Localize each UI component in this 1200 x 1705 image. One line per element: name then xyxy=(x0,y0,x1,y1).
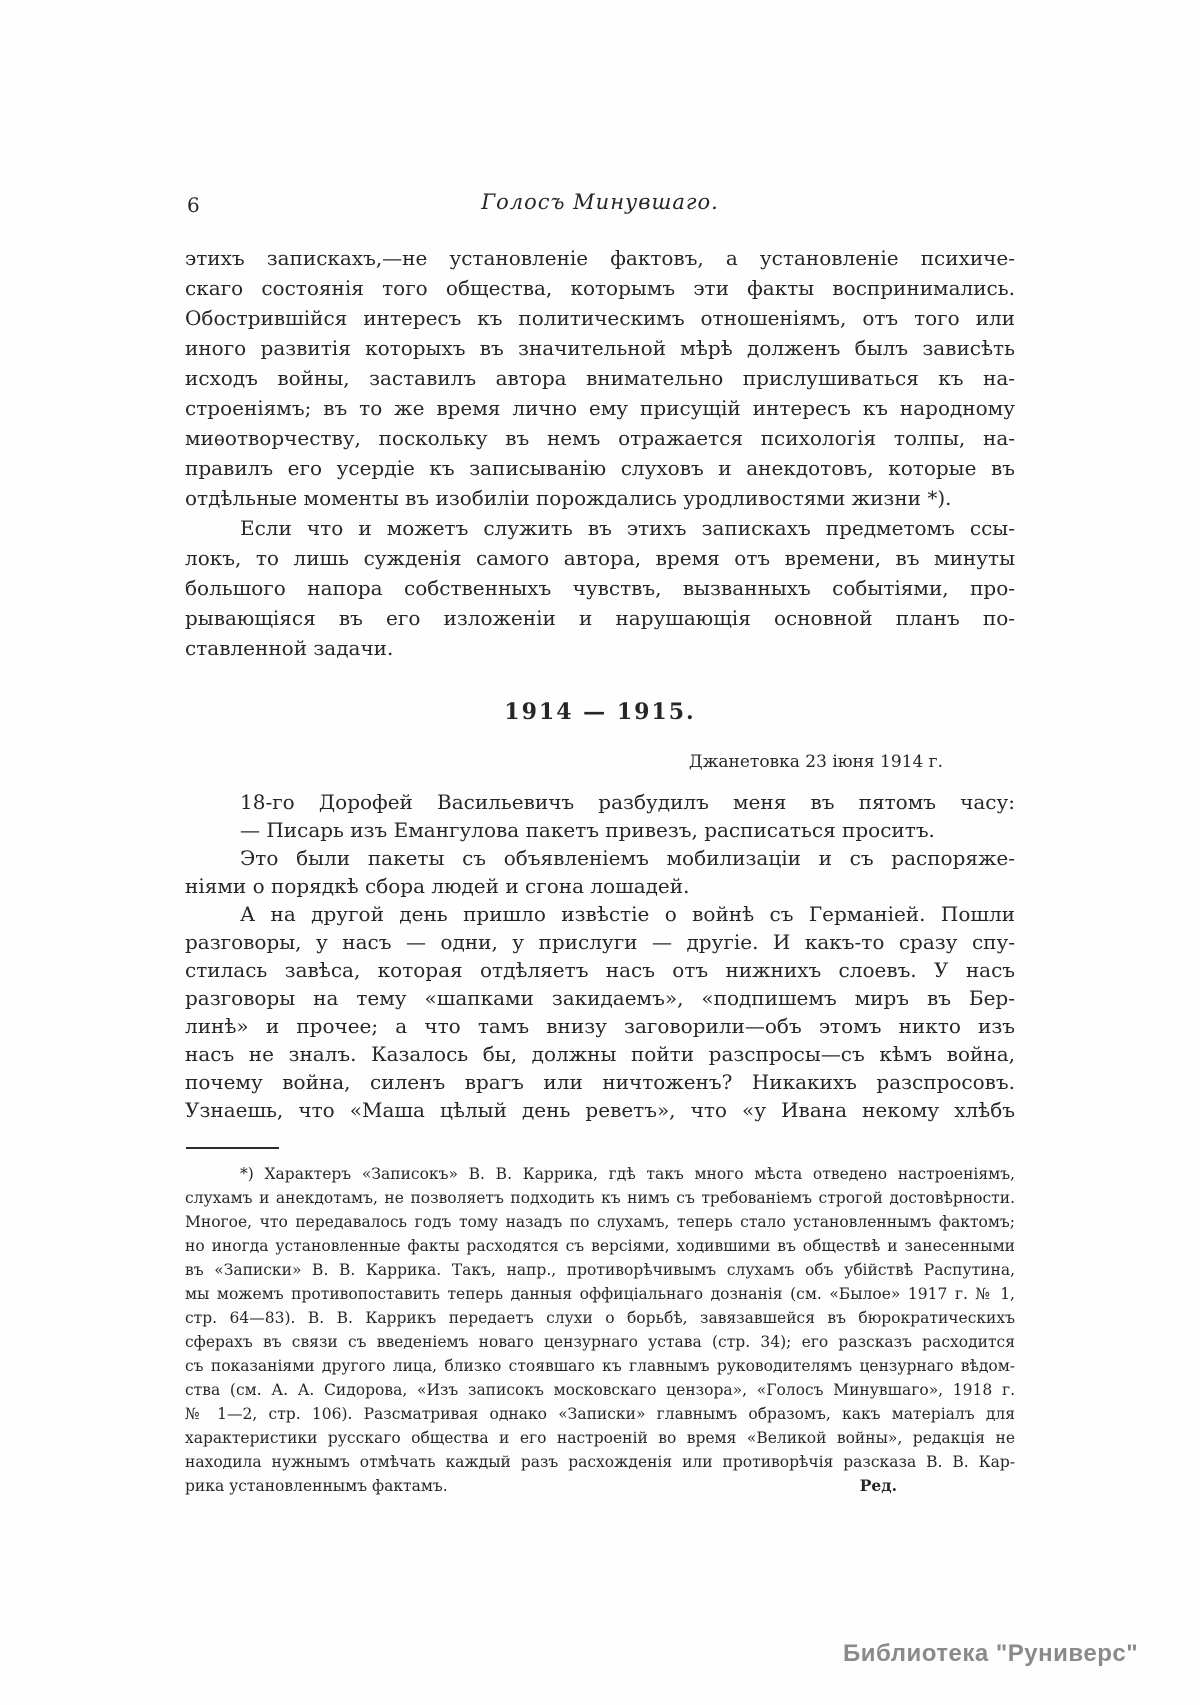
footnote-line: Многое, что передавалось годъ тому назадъ по слухамъ, теперь стало установленнымъ фактомъ; xyxy=(185,1213,1015,1231)
page-number: 6 xyxy=(187,193,200,217)
diary-text xyxy=(185,788,1015,1124)
intro-paragraphs xyxy=(185,243,1015,663)
running-title: Голосъ Минувшаго. xyxy=(481,190,719,214)
footnote xyxy=(185,1162,1015,1498)
footnote-line: мы можемъ противопоставить теперь данныя оффиціальнаго дознанія (см. «Былое» 1917 г. № 1, xyxy=(185,1285,1015,1303)
footnote-line: съ показаніями другого лица, близко стоявшаго къ главнымъ руководителямъ цензурнаго вѣдом- xyxy=(185,1357,1015,1375)
text-line: правилъ его усердіе къ записыванію слуховъ и анекдотовъ, которые въ xyxy=(185,456,1015,480)
text-line: рывающіяся въ его изложеніи и нарушающія основной планъ по- xyxy=(185,606,1015,630)
text-line: разговоры, у насъ — одни, у прислуги — другіе. И какъ-то сразу спу- xyxy=(185,930,1015,954)
text-line: строеніямъ; въ то же время лично ему присущій интересъ къ народному xyxy=(185,396,1015,420)
footnote-line: ства (см. А. А. Сидорова, «Изъ записокъ московскаго цензора», «Голосъ Минувшаго», 1918 г. xyxy=(185,1381,1015,1399)
text-line: исходъ войны, заставилъ автора внимательно прислушиваться къ на- xyxy=(185,366,1015,390)
footnote-signature: Ред. xyxy=(859,1476,897,1495)
text-line: Это были пакеты съ объявленіемъ мобилизаціи и съ распоряже- xyxy=(240,846,1015,870)
text-line: большого напора собственныхъ чувствъ, вызванныхъ событіями, про- xyxy=(185,576,1015,600)
text-line: 18-го Дорофей Васильевичъ разбудилъ меня въ пятомъ часу: xyxy=(240,790,1015,814)
text-line: стилась завѣса, которая отдѣляетъ насъ отъ нижнихъ слоевъ. У насъ xyxy=(185,958,1015,982)
footnote-line: сферахъ въ связи съ введеніемъ новаго цензурнаго устава (стр. 34); его разсказъ расходится xyxy=(185,1333,1015,1351)
text-line: Узнаешь, что «Маша цѣлый день реветъ», что «у Ивана некому хлѣбъ xyxy=(185,1098,1015,1122)
footnote-line: стр. 64—83). В. В. Каррикъ передаетъ слухи о борьбѣ, завязавшейся въ бюрократическихъ xyxy=(185,1309,1015,1327)
footnote-line: характеристики русскаго общества и его настроеній во время «Великой войны», редакція не xyxy=(185,1429,1015,1447)
text-line: Обострившійся интересъ къ политическимъ отношеніямъ, отъ того или xyxy=(185,306,1015,330)
text-line: отдѣльные моменты въ изобиліи порождались уродливостями жизни *). xyxy=(185,486,952,510)
footnote-line: находила нужнымъ отмѣчать каждый разъ расхожденія или противорѣчія разсказа В. В. Кар- xyxy=(185,1453,1015,1471)
footnote-lines xyxy=(185,1162,1015,1474)
footnote-line: слухамъ и анекдотамъ, не позволяетъ подходить къ нимъ съ требованіемъ строгой достовѣрности. xyxy=(185,1189,1015,1207)
text-line: — Писарь изъ Емангулова пакетъ привезъ, расписаться проситъ. xyxy=(240,818,935,842)
dateline: Джанетовка 23 іюня 1914 г. xyxy=(688,752,943,772)
footnote-line: № 1—2, стр. 106). Разсматривая однако «Записки» главнымъ образомъ, какъ матеріалъ для xyxy=(185,1405,1015,1423)
footnote-line: но иногда установленные факты расходятся съ версіями, ходившими въ обществѣ и занесенными xyxy=(185,1237,1015,1255)
text-line: локъ, то лишь сужденія самого автора, время отъ времени, въ минуты xyxy=(185,546,1015,570)
footnote-last-line xyxy=(185,1474,1015,1498)
text-line: иного развитія которыхъ въ значительной мѣрѣ долженъ былъ зависѣть xyxy=(185,336,1015,360)
text-line: почему война, силенъ врагъ или ничтоженъ? Никакихъ разспросовъ. xyxy=(185,1070,1015,1094)
text-line: миѳотворчеству, поскольку въ немъ отражается психологія толпы, на- xyxy=(185,426,1015,450)
text-line: линѣ» и прочее; а что тамъ внизу заговорили—объ этомъ никто изъ xyxy=(185,1014,1015,1038)
page-header xyxy=(185,190,1015,222)
footnote-line: въ «Записки» В. В. Каррика. Такъ, напр., противорѣчивымъ слухамъ объ убійствѣ Распутина, xyxy=(185,1261,1015,1279)
text-line: разговоры на тему «шапками закидаемъ», «подпишемъ миръ въ Бер- xyxy=(185,986,1015,1010)
text-line: ніями о порядкѣ сбора людей и сгона лошадей. xyxy=(185,874,690,898)
library-watermark: Библиотека "Руниверс" xyxy=(843,1640,1139,1667)
footnote-line: *) Характеръ «Записокъ» В. В. Каррика, гдѣ такъ много мѣста отведено настроеніямъ, xyxy=(240,1165,1015,1183)
text-line: Если что и можетъ служить въ этихъ запискахъ предметомъ ссы- xyxy=(240,516,1015,540)
section-heading: 1914 — 1915. xyxy=(504,699,696,725)
text-line: А на другой день пришло извѣстіе о войнѣ съ Германіей. Пошли xyxy=(240,902,1015,926)
footnote-separator xyxy=(186,1147,279,1149)
text-line: ставленной задачи. xyxy=(185,636,394,660)
footnote-last-text: рика установленнымъ фактамъ. xyxy=(185,1477,448,1495)
text-line: скаго состоянія того общества, которымъ эти факты воспринимались. xyxy=(185,276,1015,300)
text-line: этихъ запискахъ,—не установленіе фактовъ, а установленіе психиче- xyxy=(185,246,1015,270)
text-line: насъ не зналъ. Казалось бы, должны пойти разспросы—съ кѣмъ война, xyxy=(185,1042,1015,1066)
